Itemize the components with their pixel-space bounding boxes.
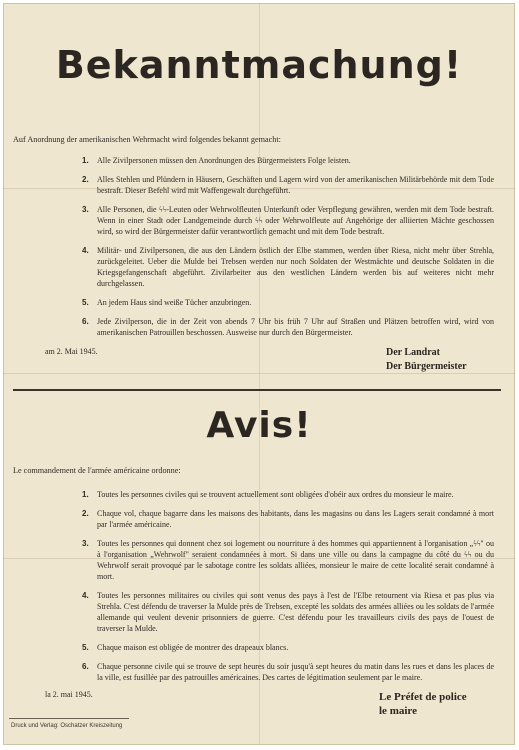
item-number: 2.	[82, 175, 89, 184]
item-text: Jede Zivilperson, die in der Zeit von abends 7 Uhr bis früh 7 Uhr auf Straßen und Plätzen betroffen wird, wird von amerikanischen Patrouillen beschossen. Ausweise nur durch den Bürgermeister.	[97, 317, 494, 337]
french-signature	[379, 690, 467, 718]
item-number: 1.	[82, 156, 89, 165]
footer-rule	[9, 718, 129, 719]
german-orders-list	[82, 155, 494, 346]
list-item	[82, 155, 494, 166]
list-item	[82, 245, 494, 289]
item-number: 4.	[82, 591, 89, 600]
item-text: Chaque maison est obligée de montrer des drapeaux blancs.	[97, 643, 289, 652]
item-text: Chaque vol, chaque bagarre dans les maisons des habitants, dans les magasins ou dans les Lagers serait condamné à mort par l'armée américaine.	[97, 509, 494, 529]
french-orders-list	[82, 489, 494, 691]
item-number: 1.	[82, 490, 89, 499]
german-intro: Auf Anordnung der amerikanischen Wehrmacht wird folgendes bekannt gemacht:	[13, 135, 281, 144]
list-item	[82, 661, 494, 683]
item-number: 5.	[82, 298, 89, 307]
list-item	[82, 316, 494, 338]
item-number: 2.	[82, 509, 89, 518]
list-item	[82, 204, 494, 237]
item-text: Toutes les personnes qui donnent chez soi logement ou nourriture à des hommes qui appartiennent à l'organisation „ϟϟ" ou à l'organisation „Wehrwolf" seraient condamnées à mort. Si dans une ville ou dans la campagne du côté du ϟϟ ou du Wehrwolf serait provoqué par le sabotage contre les soldats alliées, monsieur le maire de cette localité serait condamné à mort.	[97, 539, 494, 581]
list-item	[82, 538, 494, 582]
item-number: 3.	[82, 539, 89, 548]
printer-imprint: Druck und Verlag: Oschatzer Kreiszeitung	[11, 723, 123, 729]
french-title: Avis!	[206, 405, 312, 446]
german-signature	[386, 346, 467, 374]
item-number: 5.	[82, 643, 89, 652]
item-text: An jedem Haus sind weiße Tücher anzubringen.	[97, 298, 252, 307]
signature-line: Le Préfet de police	[379, 691, 467, 703]
item-text: Toutes les personnes civiles qui se trouvent actuellement sont obligées d'obéir aux ordres du monsieur le maire.	[97, 490, 454, 499]
item-text: Alles Stehlen und Plündern in Häusern, Geschäften und Lagern wird von der amerikanischen Militärbehörde mit dem Tode bestraft. Dieser Befehl wird mit Waffengewalt durchgeführt.	[97, 175, 494, 195]
item-number: 6.	[82, 662, 89, 671]
signature-line: Der Landrat	[386, 347, 440, 358]
item-text: Toutes les personnes militaires ou civiles qui sont venus des pays à l'est de l'Elbe retournent via Riesa et pas plus via Strehla. C'est défendu de traverser la Mulde près de Trebsen, excepté les soldats des armées alliées ou les soldats de l'armée allemande qui veulent devenir prisonniers de guerre. C'est défendu pour les travailleurs civils des pays de l'ouest de traverser la Mulde.	[97, 591, 494, 633]
poster-sheet	[3, 3, 515, 745]
item-text: Chaque personne civile qui se trouve de sept heures du soir jusqu'à sept heures du matin dans les rues et dans les places de la ville, est fusillée par des patrouilles américaines. Des cartes de légitimation seulement par le maire.	[97, 662, 494, 682]
item-text: Alle Personen, die ϟϟ-Leuten oder Wehrwolfleuten Unterkunft oder Verpflegung gewähren, werden mit dem Tode bestraft. Wenn in einer Stadt oder Landgemeinde durch ϟϟ oder Wehrwolfleute auf Angehörige der alliierten Mächte geschossen wird, so wird der Bürgermeister dafür verantwortlich gemacht und mit dem Tode bestraft.	[97, 205, 494, 236]
item-text: Militär- und Zivilpersonen, die aus den Ländern östlich der Elbe stammen, werden über Riesa, nicht mehr über Strehla, zurückgeleitet. Ueber die Mulde bei Trebsen werden nur noch Soldaten der Westmächte und deutsche Soldaten in die Kriegsgefangenschaft abgeführt. Zivilarbeiter aus den westlichen Ländern werden bis auf weiteres nicht mehr durchgelassen.	[97, 246, 494, 288]
list-item	[82, 642, 494, 653]
list-item	[82, 297, 494, 308]
list-item	[82, 590, 494, 634]
list-item	[82, 489, 494, 500]
item-number: 4.	[82, 246, 89, 255]
item-text: Alle Zivilpersonen müssen den Anordnungen des Bürgermeisters Folge leisten.	[97, 156, 351, 165]
german-date: am 2. Mai 1945.	[45, 347, 98, 356]
item-number: 6.	[82, 317, 89, 326]
signature-line: Der Bürgermeister	[386, 361, 467, 372]
french-date: la 2. mai 1945.	[45, 690, 93, 699]
section-divider	[13, 389, 501, 391]
french-intro: Le commandement de l'armée américaine ordonne:	[13, 466, 181, 475]
item-number: 3.	[82, 205, 89, 214]
german-title: Bekanntmachung!	[55, 43, 463, 87]
signature-line: le maire	[379, 705, 417, 717]
list-item	[82, 174, 494, 196]
list-item	[82, 508, 494, 530]
